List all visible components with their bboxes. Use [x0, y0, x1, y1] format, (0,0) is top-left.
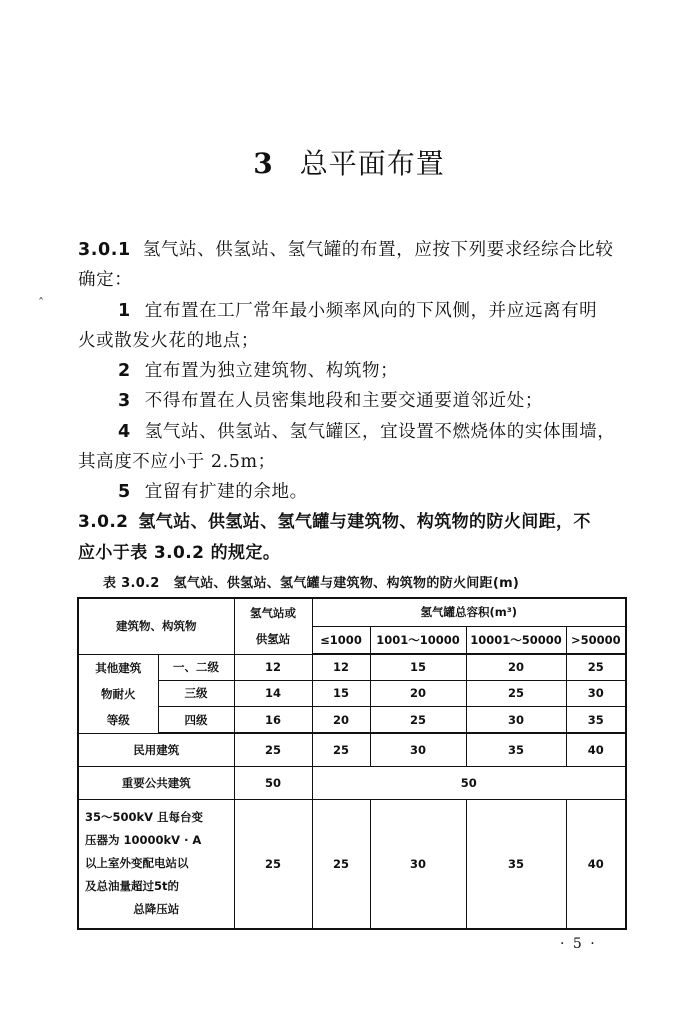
table-caption: [103, 572, 519, 591]
list-item-number: 3: [118, 391, 131, 411]
value-cell: 20: [466, 654, 566, 680]
header-tank-volume: 氢气罐总容积(m³): [312, 598, 626, 626]
grade-cell: 四级: [158, 707, 234, 733]
grade-cell: 三级: [158, 680, 234, 706]
value-cell: 15: [370, 654, 466, 680]
clause-3-0-2-line-1: [78, 510, 591, 534]
fire-group-line-2: 物耐火: [101, 686, 136, 701]
clause-text: 氢气站、供氢站、氢气罐与建筑物、构筑物的防火间距，不: [138, 512, 591, 532]
value-cell: 15: [312, 680, 370, 706]
margin-mark: ˆ: [38, 296, 44, 310]
table-row: [78, 733, 626, 766]
fire-group-line-3: 等级: [106, 712, 130, 727]
chapter-number: 3: [253, 147, 274, 180]
list-item-number: 4: [118, 422, 131, 442]
substation-label: [78, 799, 234, 929]
table-row: [78, 680, 626, 706]
table-row: [78, 766, 626, 799]
value-cell: 12: [312, 654, 370, 680]
value-cell: 25: [312, 733, 370, 766]
civil-building-label: 民用建筑: [78, 733, 234, 766]
list-item-1-line-2: 火或散发火花的地点；: [78, 331, 259, 351]
substation-line-2: 压器为 10000kV · A: [85, 833, 202, 848]
value-cell: 35: [466, 733, 566, 766]
list-item-number: 2: [118, 361, 131, 381]
value-cell: 30: [370, 799, 466, 929]
clause-number: 3.0.1: [78, 240, 131, 260]
chapter-heading: [0, 142, 698, 182]
fire-distance-table: [77, 597, 627, 930]
grade-cell: 一、二级: [158, 654, 234, 680]
header-station-line-2: 供氢站: [255, 632, 291, 647]
value-cell: 20: [370, 680, 466, 706]
table-caption-title: 氢气站、供氢站、氢气罐与建筑物、构筑物的防火间距(m): [173, 576, 520, 591]
clause-number: 3.0.2: [78, 512, 129, 532]
public-building-label: 重要公共建筑: [78, 766, 234, 799]
list-item-text: 氢气站、供氢站、氢气罐区，宜设置不燃烧体的实体围墙，: [144, 422, 616, 442]
merged-value-cell: 50: [312, 766, 626, 799]
list-item-4-line-2: 其高度不应小于 2.5m；: [78, 452, 276, 472]
value-cell: 25: [370, 707, 466, 733]
list-item-4-line-1: [118, 420, 615, 444]
clause-text: 氢气站、供氢站、氢气罐的布置，应按下列要求经综合比较: [142, 240, 614, 260]
value-cell: 35: [466, 799, 566, 929]
substation-line-3: 以上室外变配电站以: [85, 856, 189, 871]
header-row-1: [78, 598, 626, 626]
clause-3-0-1-line-1: [78, 238, 613, 262]
header-building: 建筑物、构筑物: [78, 598, 234, 654]
station-cell: 50: [234, 766, 312, 799]
header-station-line-1: 氢气站或: [250, 606, 296, 621]
substation-line-5: 总降压站: [133, 902, 180, 917]
substation-line-1: 35～500kV 且每台变: [85, 810, 204, 825]
table-caption-number: 表 3.0.2: [103, 576, 160, 591]
value-cell: 25: [566, 654, 626, 680]
list-item-text: 宜布置为独立建筑物、构筑物；: [144, 361, 399, 381]
station-cell: 25: [234, 733, 312, 766]
clause-3-0-2-line-2: 应小于表 3.0.2 的规定。: [78, 543, 281, 563]
station-cell: 12: [234, 654, 312, 680]
header-volume-1: ≤1000: [312, 626, 370, 654]
header-station: [234, 598, 312, 654]
value-cell: 35: [566, 707, 626, 733]
list-item-text: 不得布置在人员密集地段和主要交通要道邻近处；: [144, 391, 543, 411]
header-volume-2: 1001～10000: [370, 626, 466, 654]
station-cell: 16: [234, 707, 312, 733]
value-cell: 30: [370, 733, 466, 766]
value-cell: 25: [466, 680, 566, 706]
chapter-title: 总平面布置: [299, 147, 445, 180]
fire-group-line-1: 其他建筑: [95, 660, 142, 675]
table-row: [78, 654, 626, 680]
list-item-5: [118, 480, 308, 504]
fire-resistance-group: [78, 654, 158, 733]
value-cell: 30: [566, 680, 626, 706]
list-item-text: 宜布置在工厂常年最小频率风向的下风侧，并应远离有明: [144, 301, 598, 321]
value-cell: 30: [466, 707, 566, 733]
list-item-text: 宜留有扩建的余地。: [144, 482, 308, 502]
substation-line-4: 及总油量超过5t的: [85, 879, 179, 894]
value-cell: 20: [312, 707, 370, 733]
value-cell: 40: [566, 733, 626, 766]
value-cell: 25: [312, 799, 370, 929]
station-cell: 25: [234, 799, 312, 929]
station-cell: 14: [234, 680, 312, 706]
page-number: · 5 ·: [560, 936, 597, 952]
list-item-number: 1: [118, 301, 131, 321]
header-volume-3: 10001～50000: [466, 626, 566, 654]
table-row: [78, 707, 626, 733]
list-item-3: [118, 389, 543, 413]
list-item-1-line-1: [118, 299, 597, 323]
value-cell: 40: [566, 799, 626, 929]
list-item-2: [118, 359, 398, 383]
list-item-number: 5: [118, 482, 131, 502]
clause-3-0-1-line-2: 确定：: [78, 270, 133, 290]
table-row: [78, 799, 626, 929]
header-volume-4: >50000: [566, 626, 626, 654]
